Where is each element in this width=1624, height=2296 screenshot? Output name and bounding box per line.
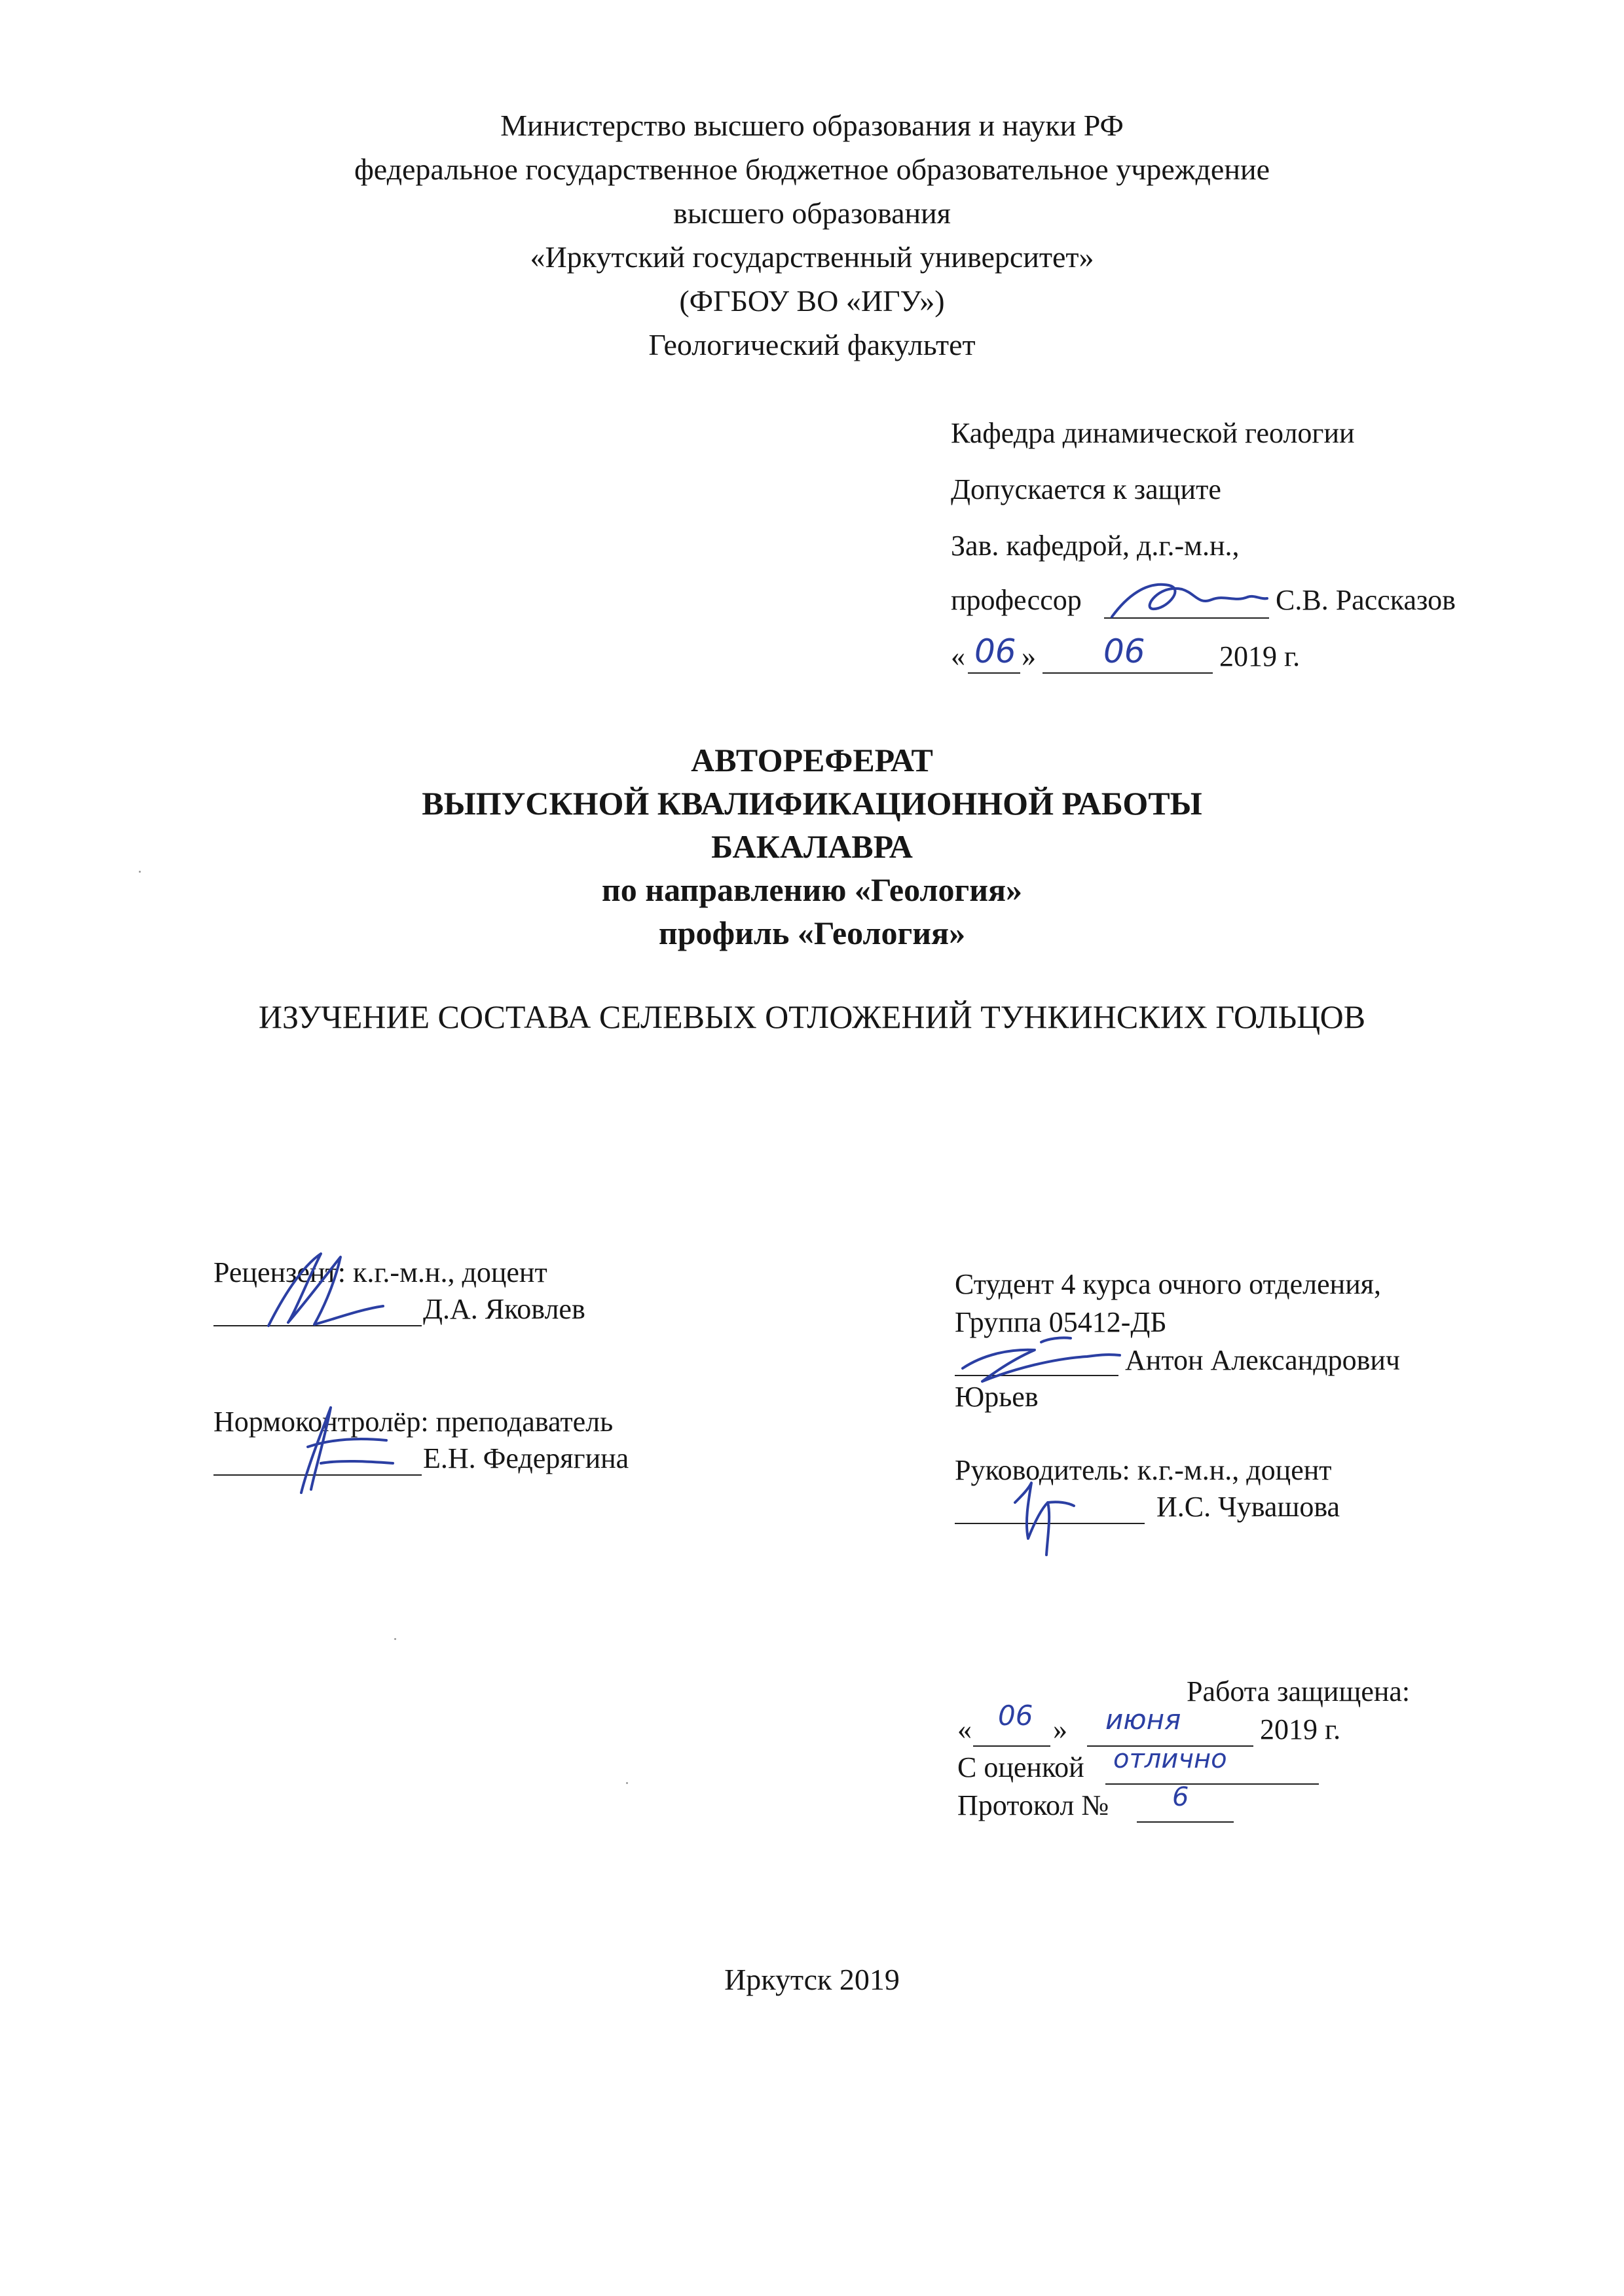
department-label: Кафедра динамической геологии	[951, 417, 1355, 449]
ministry-line: Министерство высшего образования и науки РФ	[500, 109, 1124, 142]
supervisor-label: Руководитель: к.г.-м.н., доцент	[955, 1454, 1332, 1486]
approval-month-handwritten: 06	[1103, 632, 1145, 670]
supervisor-name: И.С. Чувашова	[1156, 1491, 1340, 1523]
faculty-line: Геологический факультет	[648, 328, 976, 361]
approval-year: 2019 г.	[1219, 640, 1301, 672]
doc-title-line1: АВТОРЕФЕРАТ	[691, 742, 933, 778]
doc-title-line2: ВЫПУСКНОЙ КВАЛИФИКАЦИОННОЙ РАБОТЫ	[422, 785, 1202, 822]
university-name-line: «Иркутский государственный университет»	[530, 240, 1094, 274]
approval-day-handwritten: 06	[974, 632, 1016, 670]
reviewer-name: Д.А. Яковлев	[423, 1293, 585, 1325]
department-head-label: Зав. кафедрой, д.г.-м.н.,	[951, 530, 1240, 562]
protocol-line	[1137, 1821, 1234, 1823]
grade-handwritten: отлично	[1113, 1744, 1227, 1774]
student-status: Студент 4 курса очного отделения,	[955, 1268, 1381, 1300]
grade-label: С оценкой	[957, 1751, 1084, 1783]
doc-profile: профиль «Геология»	[658, 915, 966, 951]
defense-quote-open: «	[957, 1713, 972, 1745]
approval-quote-close: »	[1022, 640, 1036, 672]
thesis-topic: ИЗУЧЕНИЕ СОСТАВА СЕЛЕВЫХ ОТЛОЖЕНИЙ ТУНКИНСКИХ ГОЛЬЦОВ	[258, 998, 1366, 1035]
head-signature	[1107, 571, 1270, 623]
reviewer-signature	[242, 1247, 386, 1332]
defense-day-handwritten: 06	[998, 1700, 1033, 1732]
normcontrol-label: Нормоконтролёр: преподаватель	[213, 1406, 614, 1438]
normcontrol-name: Е.Н. Федерягина	[423, 1442, 629, 1474]
institution-type-line: федеральное государственное бюджетное образовательное учреждение	[354, 153, 1270, 186]
scan-speck	[394, 1638, 396, 1640]
protocol-label: Протокол №	[957, 1789, 1109, 1821]
student-name-line2: Юрьев	[955, 1381, 1039, 1413]
city-year: Иркутск 2019	[724, 1963, 900, 1996]
reviewer-label: Рецензент: к.г.-м.н., доцент	[213, 1256, 547, 1288]
head-title-prefix: профессор	[951, 584, 1082, 616]
defense-year: 2019 г.	[1260, 1713, 1341, 1745]
defense-month-handwritten: июня	[1105, 1704, 1181, 1736]
doc-title-line3: БАКАЛАВРА	[711, 828, 913, 865]
head-name: С.В. Рассказов	[1276, 584, 1456, 616]
approval-day-line	[968, 672, 1020, 674]
defense-quote-close: »	[1053, 1713, 1067, 1745]
protocol-handwritten: 6	[1172, 1782, 1189, 1812]
student-name-line1: Антон Александрович	[1125, 1344, 1401, 1376]
scan-speck	[626, 1782, 628, 1784]
admitted-label: Допускается к защите	[951, 473, 1221, 505]
defense-day-line	[973, 1745, 1050, 1747]
approval-month-line	[1043, 672, 1213, 674]
defense-status: Работа защищена:	[1187, 1675, 1411, 1707]
student-group: Группа 05412-ДБ	[955, 1306, 1167, 1338]
supervisor-signature	[1002, 1476, 1094, 1561]
scan-speck	[139, 871, 141, 873]
university-abbr-line: (ФГБОУ ВО «ИГУ»)	[679, 284, 945, 318]
approval-quote-open: «	[951, 640, 965, 672]
normcontrol-signature	[268, 1401, 399, 1499]
doc-direction: по направлению «Геология»	[601, 871, 1023, 908]
education-level-line: высшего образования	[673, 196, 951, 230]
grade-line	[1105, 1783, 1319, 1785]
